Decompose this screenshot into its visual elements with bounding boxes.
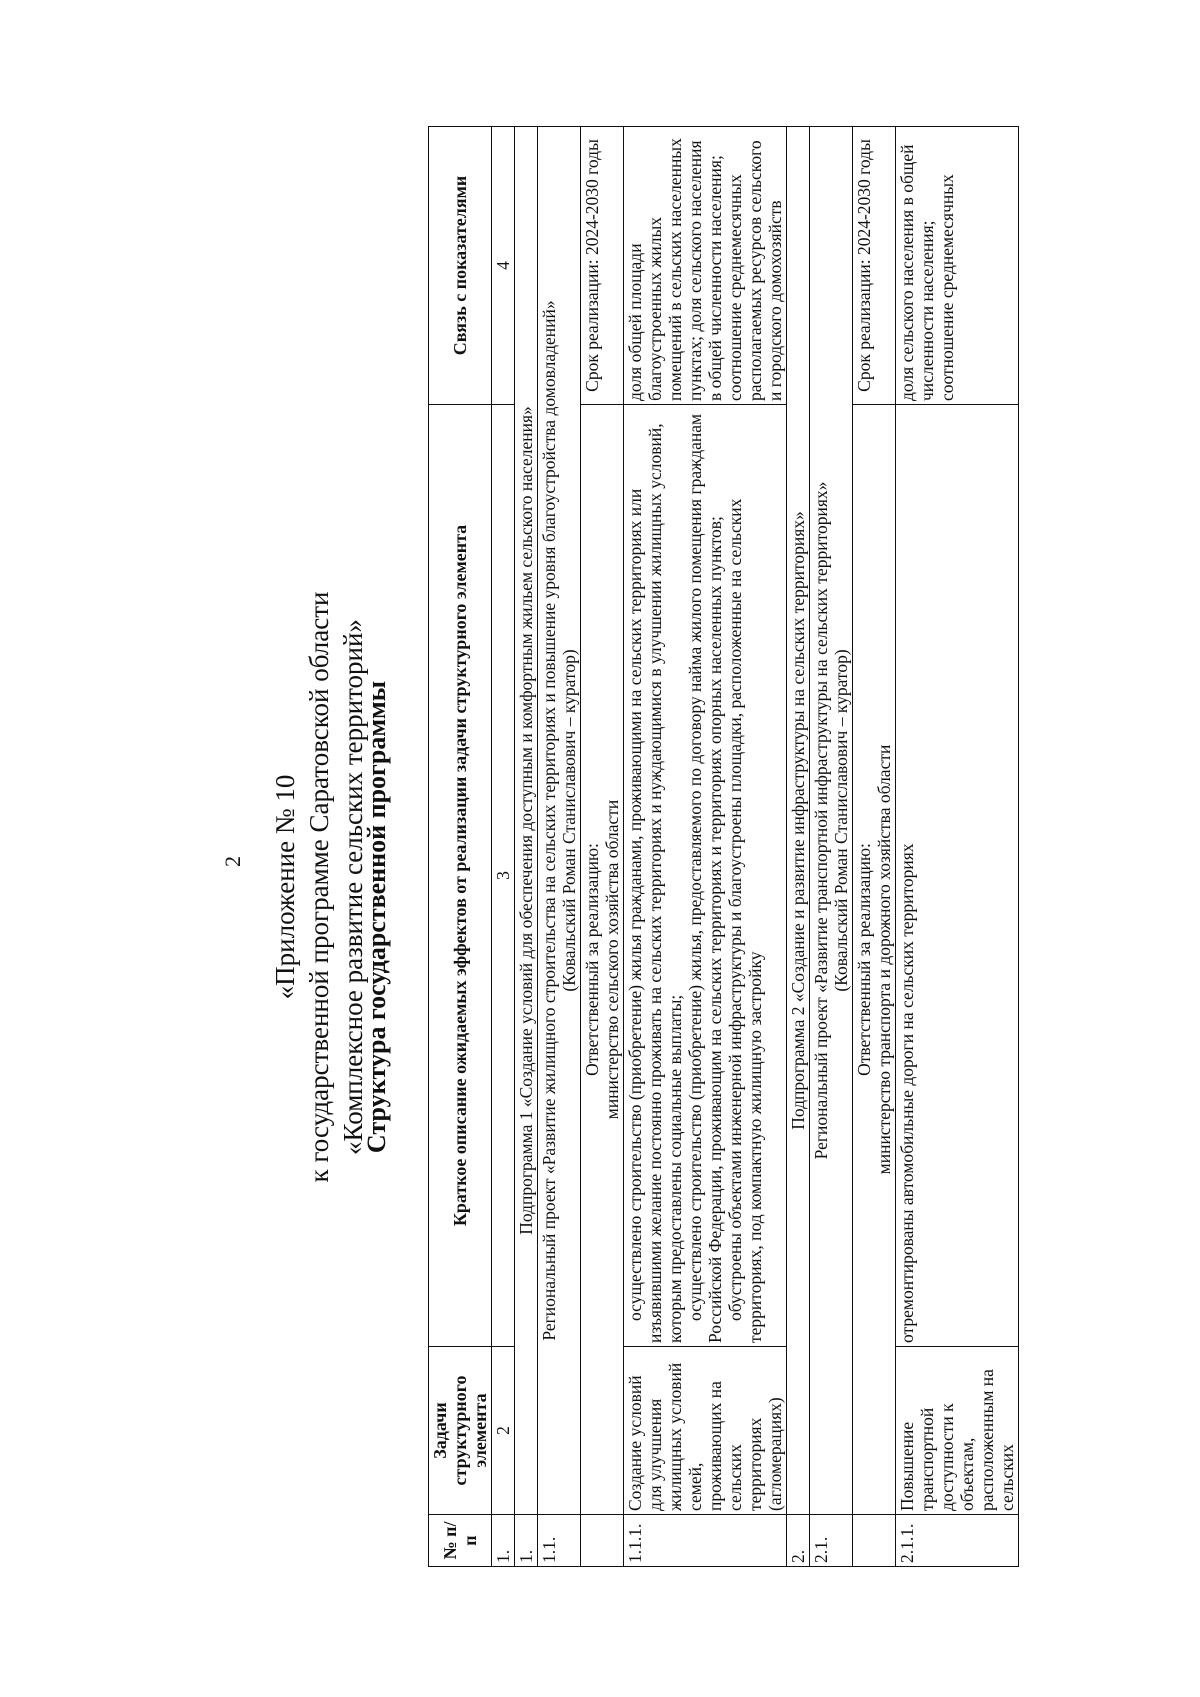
responsible-2-value: министерство транспорта и дорожного хозяйства области: [874, 744, 894, 1175]
term-1: Срок реализации: 2024-2030 годы: [581, 127, 624, 405]
link-2-1-1: доля сельского населения в общей численности населения; соотношение среднемесячных: [896, 127, 1019, 405]
appendix-line-1: «Приложение № 10: [270, 774, 300, 1000]
appendix-line-2: к государственной программе Саратовской области: [304, 591, 334, 1183]
row-number: 2.: [787, 1515, 810, 1567]
regional-project-2-meta-row: [853, 127, 896, 1567]
responsible-2: [853, 405, 896, 1515]
regional-project-2-title: [810, 127, 853, 1515]
task-1-1-1-row: [624, 127, 787, 1567]
page-number: 2: [220, 856, 245, 867]
subprogram-2-title: Подпрограмма 2 «Создание и развитие инфраструктуры на сельских территориях»: [787, 127, 810, 1515]
link-1-1-1: доля общей площади благоустроенных жилых помещений в сельских населенных пунктах; доля сельского населения в общей численности населения; соотношение среднемесячных располагаемых ресурсов сельского и городского домохозяйств: [624, 127, 787, 405]
col-number: 4: [492, 127, 515, 405]
col-number: 3: [492, 405, 515, 1347]
responsible-1-label: Ответственный за реализацию:: [582, 843, 602, 1076]
document-title: Структура государственной программы: [362, 680, 391, 1154]
row-number: 1.1.1.: [624, 1515, 787, 1567]
subprogram-2-row: [787, 127, 810, 1567]
task-1-1-1: Создание условий для улучшения жилищных условий семей, проживающих на сельских территориях (агломерациях): [624, 1347, 787, 1515]
structure-table: [428, 126, 1019, 1567]
effects-1-1-1: [624, 405, 787, 1347]
responsible-1-value: министерство сельского хозяйства области: [602, 799, 622, 1120]
row-number: 1.1.: [538, 1515, 581, 1567]
regional-project-2-curator: (Ковальский Роман Станиславович – куратор): [831, 649, 851, 992]
regional-project-1-row: [538, 127, 581, 1567]
header-effects: Краткое описание ожидаемых эффектов от реализации задачи структурного элемента: [429, 405, 492, 1347]
term-2: Срок реализации: 2024-2030 годы: [853, 127, 896, 405]
effect-item: осуществлено строительство (приобретение) жилья гражданами, проживающими на сельских территориях или изъявившими желание постоянно проживать на сельских территориях и нуждающимися в улучшении жилищных условий, которым предоставлены социальные выплаты;: [625, 423, 685, 1343]
header-link: Связь с показателями: [429, 127, 492, 405]
effects-2-1-1: отремонтированы автомобильные дороги на сельских территориях: [896, 405, 1019, 1347]
subprogram-1-row: [515, 127, 538, 1567]
header-num: № п/п: [429, 1515, 492, 1567]
header-tasks: Задачи структурного элемента: [429, 1347, 492, 1515]
regional-project-1-name: Региональный проект «Развитие жилищного строительства на сельских территориях и повышение уровня благоустройства домовладений»: [539, 300, 559, 1341]
header-row: [429, 127, 492, 1567]
regional-project-1-curator: (Ковальский Роман Станиславович – куратор): [559, 649, 579, 992]
subprogram-1-title: Подпрограмма 1 «Создание условий для обеспечения доступным и комфортным жильем сельского населения»: [515, 127, 538, 1515]
responsible-1: [581, 405, 624, 1515]
row-number: 1.: [515, 1515, 538, 1567]
row-number: 2.1.1.: [896, 1515, 1019, 1567]
effect-item: осуществлено строительство (приобретение) жилья, предоставляемого по договору найма жилого помещения гражданам Российской Федерации, проживающим на сельских территориях и территориях опорных населенных пунктов;: [685, 413, 725, 1343]
regional-project-2-name: Региональный проект «Развитие транспортной инфраструктуры на сельских территориях»: [811, 481, 831, 1160]
regional-project-1-meta-row: [581, 127, 624, 1567]
task-2-1-1-row: [896, 127, 1019, 1567]
row-number: 2.1.: [810, 1515, 853, 1567]
regional-project-1-title: [538, 127, 581, 1515]
responsible-2-label: Ответственный за реализацию:: [854, 843, 874, 1076]
col-number: 2: [492, 1347, 515, 1515]
col-number: 1.: [492, 1515, 515, 1567]
regional-project-2-row: [810, 127, 853, 1567]
task-2-1-1: Повышение транспортной доступности к объектам, расположенным на сельских: [896, 1347, 1019, 1515]
column-numbers-row: [492, 127, 515, 1567]
appendix-line-3: «Комплексное развитие сельских территорий»: [338, 619, 368, 1155]
effect-item: обустроены объектами инженерной инфраструктуры и благоустроены площадки, расположенные на сельских территориях, под компактную жилищную застройку: [725, 498, 765, 1343]
